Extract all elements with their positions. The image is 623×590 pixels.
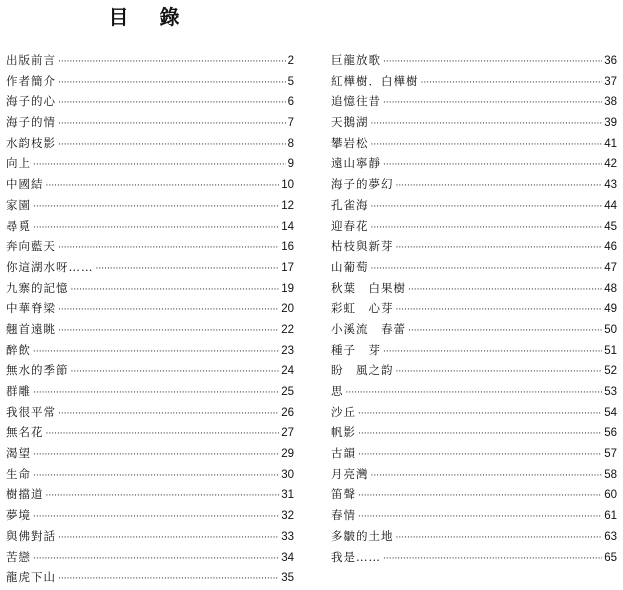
toc-entry-title: 向上 (6, 156, 31, 171)
toc-entry[interactable] (6, 71, 294, 92)
dot-leader (58, 300, 279, 321)
dot-leader (358, 424, 602, 445)
toc-entry-title: 孔雀海 (331, 197, 369, 212)
toc-entry[interactable] (331, 402, 617, 423)
dot-leader (58, 528, 279, 549)
toc-entry-page-number: 27 (281, 427, 294, 440)
toc-entry-page-number: 7 (287, 117, 294, 130)
toc-entry-title: 笛聲 (331, 487, 356, 502)
toc-entry-page-number: 65 (604, 551, 617, 564)
toc-entry[interactable] (331, 340, 617, 361)
toc-entry[interactable] (6, 50, 294, 71)
toc-entry[interactable] (6, 174, 294, 195)
toc-entry[interactable] (6, 402, 294, 423)
toc-entry-page-number: 38 (604, 96, 617, 109)
toc-entry[interactable] (331, 505, 617, 526)
toc-entry-title: 水韵枝影 (6, 135, 56, 150)
toc-entry-page-number: 63 (604, 530, 617, 543)
dot-leader (33, 549, 279, 570)
toc-entry-title: 翹首遠眺 (6, 321, 56, 336)
toc-entry-title: 生命 (6, 466, 31, 481)
toc-entry-title: 紅樺樹．白樺樹 (331, 73, 419, 88)
toc-entry-page-number: 29 (281, 448, 294, 461)
toc-entry-title: 渴望 (6, 446, 31, 461)
toc-entry-title: 種子 芽 (331, 342, 381, 357)
toc-entry-page-number: 22 (281, 323, 294, 336)
dot-leader (383, 342, 602, 363)
toc-entry-page-number: 6 (287, 96, 294, 109)
toc-entry-title: 帆影 (331, 425, 356, 440)
dot-leader (58, 114, 286, 135)
dot-leader (421, 73, 603, 94)
toc-entry-title: 追憶往昔 (331, 94, 381, 109)
dot-leader (346, 383, 603, 404)
toc-entry-title: 攀岩松 (331, 135, 369, 150)
toc-entry[interactable] (6, 153, 294, 174)
toc-entry[interactable] (331, 443, 617, 464)
toc-entry[interactable] (331, 91, 617, 112)
toc-entry-title: 思 (331, 384, 344, 398)
dot-leader (358, 404, 602, 425)
toc-entry-title: 奔向藍天 (6, 239, 56, 254)
toc-entry-title: 海子的心 (6, 94, 56, 109)
toc-entry[interactable] (331, 112, 617, 133)
dot-leader (58, 404, 279, 425)
toc-entry[interactable] (331, 298, 617, 319)
toc-entry-page-number: 8 (287, 137, 294, 150)
toc-entry-title: 小溪流 春蕾 (331, 321, 406, 336)
dot-leader (71, 280, 280, 301)
toc-entry-title: 九寨的記憶 (6, 280, 69, 295)
toc-entry[interactable] (6, 381, 294, 402)
toc-entry-page-number: 23 (281, 344, 294, 357)
toc-entry-title: 多皺的土地 (331, 528, 394, 543)
toc-entry[interactable] (6, 278, 294, 299)
toc-entry-page-number: 41 (604, 137, 617, 150)
dot-leader (58, 73, 286, 94)
toc-entry-title: 中華脊梁 (6, 301, 56, 316)
toc-entry-page-number: 51 (604, 344, 617, 357)
toc-entry-page-number: 12 (281, 199, 294, 212)
dot-leader (396, 300, 603, 321)
toc-entry[interactable] (331, 257, 617, 278)
dot-leader (383, 549, 602, 570)
toc-entry-title: 海子的夢幻 (331, 177, 394, 192)
toc-entry[interactable] (6, 526, 294, 547)
toc-entry-title: 天鵝湖 (331, 115, 369, 130)
toc-entry[interactable] (331, 526, 617, 547)
toc-entry-page-number: 19 (281, 282, 294, 295)
toc-entry-page-number: 20 (281, 303, 294, 316)
toc-entry-title: 遠山寧靜 (331, 156, 381, 171)
toc-entry-page-number: 42 (604, 158, 617, 171)
toc-entry-title: 古韻 (331, 446, 356, 461)
toc-entry[interactable] (331, 195, 617, 216)
toc-entry-page-number: 56 (604, 427, 617, 440)
toc-entry[interactable] (6, 319, 294, 340)
toc-entry[interactable] (331, 360, 617, 381)
dot-leader (33, 507, 279, 528)
toc-entry-title: 無名花 (6, 425, 44, 440)
toc-entry[interactable] (6, 257, 294, 278)
dot-leader (383, 93, 602, 114)
dot-leader (58, 321, 279, 342)
toc-entry[interactable] (331, 216, 617, 237)
toc-entry-title: 秋葉 白果樹 (331, 280, 406, 295)
dot-leader (371, 197, 603, 218)
toc-entry-page-number: 24 (281, 365, 294, 378)
toc-entry-page-number: 17 (281, 261, 294, 274)
toc-entry[interactable] (6, 133, 294, 154)
toc-entry[interactable] (6, 195, 294, 216)
toc-entry-page-number: 58 (604, 468, 617, 481)
toc-entry-page-number: 16 (281, 241, 294, 254)
toc-column-left (6, 50, 294, 588)
toc-entry-title: 迎春花 (331, 218, 369, 233)
toc-entry[interactable] (6, 547, 294, 568)
toc-entry-page-number: 49 (604, 303, 617, 316)
toc-entry-page-number: 14 (281, 220, 294, 233)
toc-entry-title: 樹擋道 (6, 487, 44, 502)
toc-entry-page-number: 36 (604, 55, 617, 67)
toc-entry-title: 山葡萄 (331, 259, 369, 274)
toc-entry-page-number: 31 (281, 489, 294, 502)
dot-leader (33, 197, 279, 218)
toc-entry-title: 盼 風之韵 (331, 363, 394, 378)
toc-entry[interactable] (6, 236, 294, 257)
toc-entry[interactable] (331, 236, 617, 257)
toc-entry-title: 海子的情 (6, 115, 56, 130)
toc-entry-title: 我很平常 (6, 404, 56, 419)
toc-entry-title: 巨龍放歌 (331, 53, 381, 67)
dot-leader (33, 466, 279, 487)
toc-entry[interactable] (6, 484, 294, 505)
dot-leader (371, 218, 603, 239)
toc-entry-page-number: 35 (281, 572, 294, 585)
dot-leader (58, 135, 286, 156)
toc-entry-page-number: 57 (604, 448, 617, 461)
dot-leader (396, 176, 603, 197)
toc-column-right (331, 50, 617, 567)
toc-entry-title: 家園 (6, 197, 31, 212)
toc-entry-page-number: 37 (604, 75, 617, 88)
toc-entry-title: 你這湖水呀…… (6, 259, 94, 274)
dot-leader (46, 424, 280, 445)
dot-leader (33, 155, 286, 176)
dot-leader (371, 466, 603, 487)
toc-entry-page-number: 30 (281, 468, 294, 481)
toc-entry-title: 夢境 (6, 508, 31, 523)
toc-entry[interactable] (6, 340, 294, 361)
dot-leader (371, 259, 603, 280)
toc-entry-page-number: 32 (281, 510, 294, 523)
toc-entry-page-number: 10 (281, 179, 294, 192)
toc-entry-title: 龍虎下山 (6, 570, 56, 585)
toc-entry[interactable] (331, 174, 617, 195)
toc-entry[interactable] (331, 547, 617, 568)
toc-entry-page-number: 48 (604, 282, 617, 295)
toc-entry[interactable] (6, 505, 294, 526)
toc-entry[interactable] (331, 50, 617, 71)
toc-entry-title: 中國結 (6, 177, 44, 192)
dot-leader (33, 383, 279, 404)
toc-entry[interactable] (331, 133, 617, 154)
toc-entry[interactable] (6, 443, 294, 464)
toc-entry-page-number: 45 (604, 220, 617, 233)
toc-entry-page-number: 43 (604, 179, 617, 192)
dot-leader (383, 52, 602, 73)
toc-entry-title: 無水的季節 (6, 363, 69, 378)
dot-leader (71, 362, 280, 383)
toc-entry-page-number: 5 (287, 75, 294, 88)
toc-entry-title: 彩虹 心芽 (331, 301, 394, 316)
toc-entry[interactable] (6, 298, 294, 319)
dot-leader (396, 362, 603, 383)
toc-entry-page-number: 46 (604, 241, 617, 254)
toc-entry[interactable] (6, 91, 294, 112)
toc-entry-page-number: 44 (604, 199, 617, 212)
dot-leader (46, 486, 280, 507)
toc-entry[interactable] (331, 319, 617, 340)
toc-entry-page-number: 26 (281, 406, 294, 419)
dot-leader (358, 486, 602, 507)
dot-leader (408, 321, 602, 342)
toc-entry[interactable] (6, 112, 294, 133)
dot-leader (358, 445, 602, 466)
dot-leader (396, 528, 603, 549)
toc-entry-page-number: 61 (604, 510, 617, 523)
dot-leader (46, 176, 280, 197)
dot-leader (33, 342, 279, 363)
toc-entry-page-number: 2 (287, 55, 294, 67)
toc-entry-title: 與佛對話 (6, 528, 56, 543)
toc-entry-page-number: 47 (604, 261, 617, 274)
toc-entry-title: 沙丘 (331, 404, 356, 419)
toc-entry-page-number: 33 (281, 530, 294, 543)
toc-entry-title: 醉飲 (6, 342, 31, 357)
toc-entry[interactable] (331, 484, 617, 505)
dot-leader (408, 280, 602, 301)
dot-leader (358, 507, 602, 528)
toc-entry[interactable] (6, 216, 294, 237)
toc-entry[interactable] (331, 381, 617, 402)
toc-entry[interactable] (6, 422, 294, 443)
toc-entry-title: 尋覓 (6, 218, 31, 233)
toc-entry[interactable] (6, 360, 294, 381)
toc-entry-title: 出版前言 (6, 53, 56, 67)
toc-entry-page-number: 34 (281, 551, 294, 564)
dot-leader (396, 238, 603, 259)
dot-leader (96, 259, 280, 280)
toc-entry-title: 作者簡介 (6, 73, 56, 88)
toc-entry[interactable] (331, 71, 617, 92)
toc-entry-page-number: 60 (604, 489, 617, 502)
dot-leader (58, 52, 286, 73)
toc-entry-page-number: 52 (604, 365, 617, 378)
toc-entry-title: 苦戀 (6, 549, 31, 564)
toc-entry-page-number: 50 (604, 323, 617, 336)
toc-entry-title: 枯枝與新芽 (331, 239, 394, 254)
toc-entry-title: 群雕 (6, 384, 31, 398)
toc-entry-page-number: 25 (281, 386, 294, 398)
page-title: 目 錄 (108, 5, 192, 29)
dot-leader (371, 135, 603, 156)
toc-entry[interactable] (6, 464, 294, 485)
dot-leader (33, 218, 279, 239)
toc-entry-page-number: 9 (287, 158, 294, 171)
dot-leader (58, 238, 279, 259)
dot-leader (58, 93, 286, 114)
toc-entry-page-number: 53 (604, 386, 617, 398)
toc-entry[interactable] (331, 464, 617, 485)
dot-leader (383, 155, 602, 176)
toc-entry-title: 春情 (331, 508, 356, 523)
toc-entry[interactable] (331, 422, 617, 443)
toc-entry-title: 月亮灣 (331, 466, 369, 481)
toc-entry-title: 我是…… (331, 549, 381, 564)
dot-leader (33, 445, 279, 466)
toc-entry[interactable] (331, 153, 617, 174)
toc-entry[interactable] (331, 278, 617, 299)
dot-leader (58, 569, 279, 590)
toc-entry-page-number: 54 (604, 406, 617, 419)
dot-leader (371, 114, 603, 135)
toc-entry-page-number: 39 (604, 117, 617, 130)
